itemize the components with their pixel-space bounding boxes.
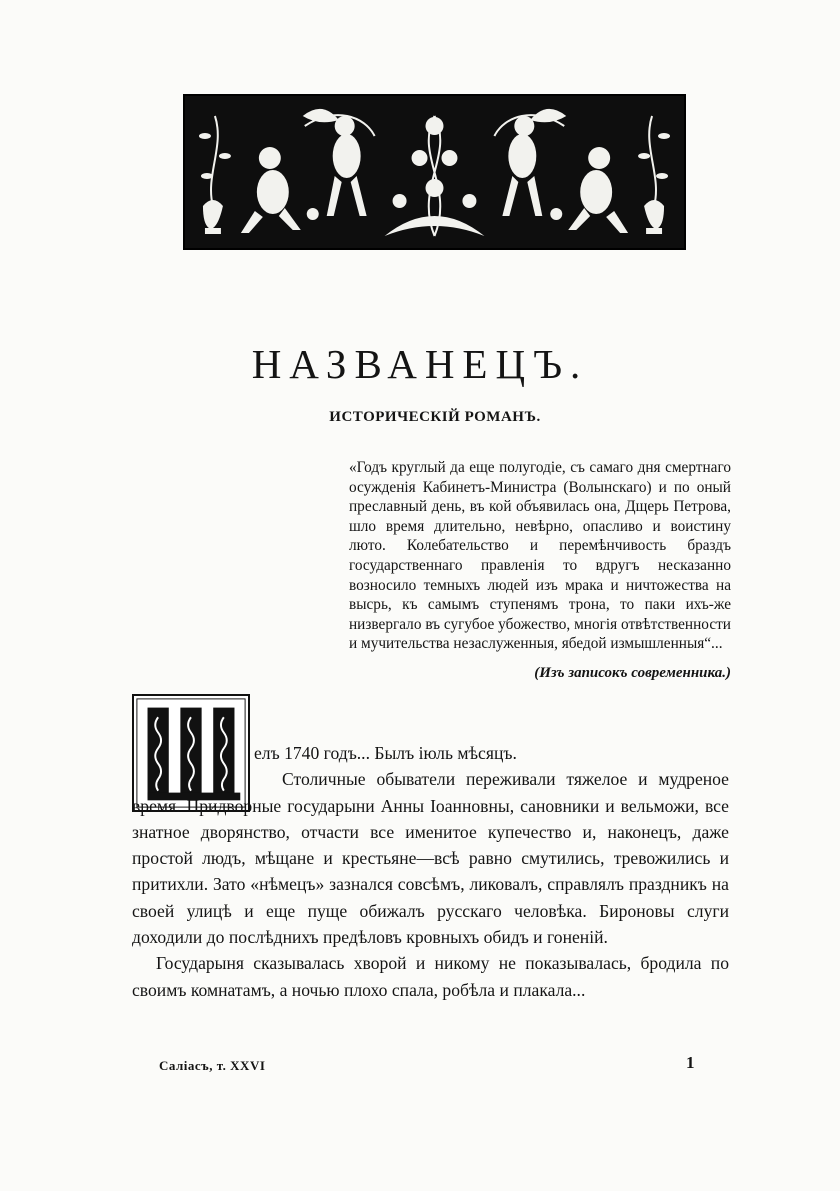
epigraph-text: «Годъ круглый да еще полугодіе, съ самаго дня смертнаго осужденія Кабинетъ-Министра (Волынскаго) и по оный преславный день, въ кой объявилась она, Дщерь Петрова, шло время длительно, невѣрно, опасливо и воистину люто. Колебательство и перемѣнчивость браздъ государственнаго правленія то вдругъ несказанно возносило темныхъ людей изъ мрака и ничтожества на высрь, къ самымъ ступенямъ трона, то паки ихъ-же низвергало въ сугубое убожество, многія отвѣтственности и мучительства незаслуженныя, ябедой измышленныя“...: [349, 459, 731, 653]
page-number: 1: [686, 1053, 695, 1072]
page-title: НАЗВАНЕЦЪ.: [251, 341, 589, 387]
body-paragraph-1-text: Столичные обыватели переживали тяжелое и мудреное время. Придворные государыни Анны Іоанновны, сановники и вельможи, все знатное дворянство, отчасти все именитое купечество и, наконецъ, даже простой людъ, мѣщане и крестьяне—всѣ равно смутились, тревожились и притихли. Зато «нѣмецъ» зазнался совсѣмъ, ликовалъ, справлялъ праздникъ на своей улицѣ и еще пуще обижалъ русскаго человѣка. Бироновы слуги доходили до послѣднихъ предѣловъ кровныхъ обидъ и гоненій.: [132, 769, 729, 948]
body-text: [132, 740, 729, 1003]
cherub-frieze-image: [185, 96, 684, 248]
epigraph-attribution: (Изъ записокъ современника.): [534, 665, 731, 681]
body-paragraph-2: Государыня сказывалась хворой и никому не показывалась, бродила по своимъ комнатамъ, а ночью плохо спала, робѣла и плакала...: [132, 953, 729, 1000]
body-paragraph-1: [132, 766, 729, 950]
drop-cap-spacer: [132, 766, 282, 792]
footer-signature: Салiасъ, т. XXVI: [159, 1058, 266, 1073]
header-ornament: [183, 94, 686, 250]
body-first-line: елъ 1740 годъ... Былъ іюль мѣсяцъ.: [254, 743, 517, 763]
page-subtitle: ИСТОРИЧЕСКІЙ РОМАНЪ.: [329, 409, 541, 425]
